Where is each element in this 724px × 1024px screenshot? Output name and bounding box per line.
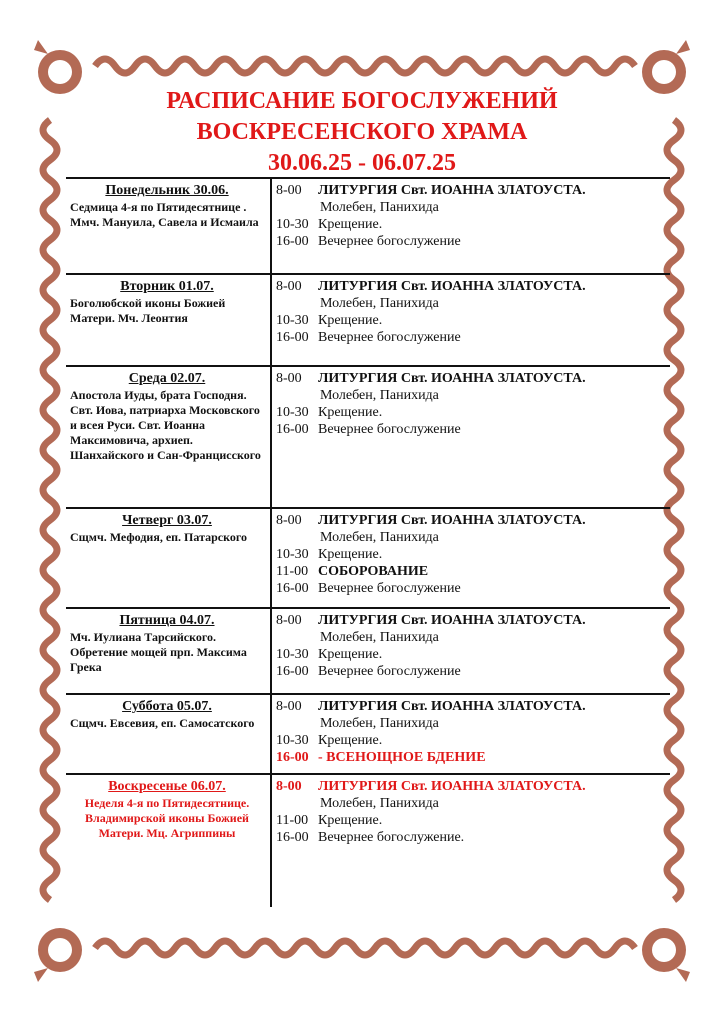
service-time: 8-00 [276, 371, 302, 386]
service-text: - ВСЕНОЩНОЕ БДЕНИЕ [318, 750, 486, 765]
service-text: Крещение. [318, 405, 383, 420]
service-text: Крещение. [318, 217, 383, 232]
service-text: Вечернее богослужение [318, 664, 461, 679]
service-text: Молебен, Панихида [320, 200, 439, 215]
saints-text: Седмица 4-я по Пятидесятнице . Ммч. Мануила, Савела и Исмаила [70, 200, 259, 229]
service-text: Вечернее богослужение [318, 234, 461, 249]
saints-text: Неделя 4-я по Пятидесятнице. Владимирской иконы Божией Матери. Мц. Агриппины [84, 796, 250, 840]
table-row [66, 507, 670, 609]
day-label: Среда 02.07. [128, 371, 206, 386]
service-text: Молебен, Панихида [320, 630, 439, 645]
service-time: 8-00 [276, 613, 302, 628]
service-text: Молебен, Панихида [320, 530, 439, 545]
service-time: 16-00 [276, 330, 309, 345]
church-name: ВОСКРЕСЕНСКОГО ХРАМА [196, 119, 528, 145]
service-time: 16-00 [276, 664, 309, 679]
service-time: 16-00 [276, 234, 309, 249]
service-text: Молебен, Панихида [320, 796, 439, 811]
service-text: Крещение. [318, 733, 383, 748]
service-text: Крещение. [318, 647, 383, 662]
service-text: Крещение. [318, 313, 383, 328]
service-time: 8-00 [276, 279, 302, 294]
service-text: Крещение. [318, 813, 383, 828]
date-range: 30.06.25 - 06.07.25 [268, 150, 456, 176]
service-time: 16-00 [276, 750, 309, 765]
service-text: ЛИТУРГИЯ Свт. ИОАННА ЗЛАТОУСТА. [318, 779, 586, 794]
service-time: 16-00 [276, 581, 309, 596]
service-text: Крещение. [318, 547, 383, 562]
table-row [66, 273, 670, 367]
service-time: 10-30 [276, 217, 309, 232]
day-label: Понедельник 30.06. [105, 183, 229, 198]
day-label: Вторник 01.07. [120, 279, 214, 294]
service-text: ЛИТУРГИЯ Свт. ИОАННА ЗЛАТОУСТА. [318, 513, 586, 528]
table-row [66, 177, 670, 275]
service-text: ЛИТУРГИЯ Свт. ИОАННА ЗЛАТОУСТА. [318, 279, 586, 294]
service-time: 16-00 [276, 422, 309, 437]
service-time: 10-30 [276, 547, 309, 562]
table-row [66, 693, 670, 775]
service-time: 8-00 [276, 183, 302, 198]
service-time: 10-30 [276, 405, 309, 420]
saints-text: Сщмч. Евсевия, еп. Самосатского [70, 716, 255, 730]
day-label: Четверг 03.07. [122, 513, 212, 528]
table-row [66, 607, 670, 695]
service-text: ЛИТУРГИЯ Свт. ИОАННА ЗЛАТОУСТА. [318, 183, 586, 198]
service-text: Молебен, Панихида [320, 388, 439, 403]
service-text: Молебен, Панихида [320, 296, 439, 311]
service-time: 11-00 [276, 564, 309, 579]
service-text: ЛИТУРГИЯ Свт. ИОАННА ЗЛАТОУСТА. [318, 699, 586, 714]
table-row [66, 365, 670, 509]
service-text: Вечернее богослужение [318, 422, 461, 437]
day-label: Пятница 04.07. [119, 613, 215, 628]
saints-text: Апостола Иуды, брата Господня. Свт. Иова, патриарха Московского и всея Руси. Свт. Иоанна Максимовича, архиеп. Шанхайского и Сан-Францисского [70, 388, 261, 462]
service-time: 8-00 [276, 779, 302, 794]
service-time: 10-30 [276, 733, 309, 748]
page-title: РАСПИСАНИЕ БОГОСЛУЖЕНИЙ [166, 88, 558, 114]
service-time: 16-00 [276, 830, 309, 845]
service-text: Молебен, Панихида [320, 716, 439, 731]
saints-text: Мч. Иулиана Тарсийского. Обретение мощей прп. Максима Грека [70, 630, 247, 674]
service-text: Вечернее богослужение [318, 581, 461, 596]
service-text: СОБОРОВАНИЕ [318, 564, 429, 579]
service-time: 8-00 [276, 513, 302, 528]
service-text: Вечернее богослужение. [318, 830, 465, 845]
service-time: 11-00 [276, 813, 309, 828]
day-label: Воскресенье 06.07. [108, 779, 226, 794]
saints-text: Боголюбской иконы Божией Матери. Мч. Леонтия [70, 296, 226, 325]
service-text: Вечернее богослужение [318, 330, 461, 345]
service-time: 10-30 [276, 313, 309, 328]
service-text: ЛИТУРГИЯ Свт. ИОАННА ЗЛАТОУСТА. [318, 613, 586, 628]
saints-text: Сщмч. Мефодия, еп. Патарского [70, 530, 248, 544]
service-time: 10-30 [276, 647, 309, 662]
day-label: Суббота 05.07. [122, 699, 212, 714]
schedule-table [66, 177, 670, 907]
table-row [66, 773, 670, 909]
service-time: 8-00 [276, 699, 302, 714]
service-text: ЛИТУРГИЯ Свт. ИОАННА ЗЛАТОУСТА. [318, 371, 586, 386]
